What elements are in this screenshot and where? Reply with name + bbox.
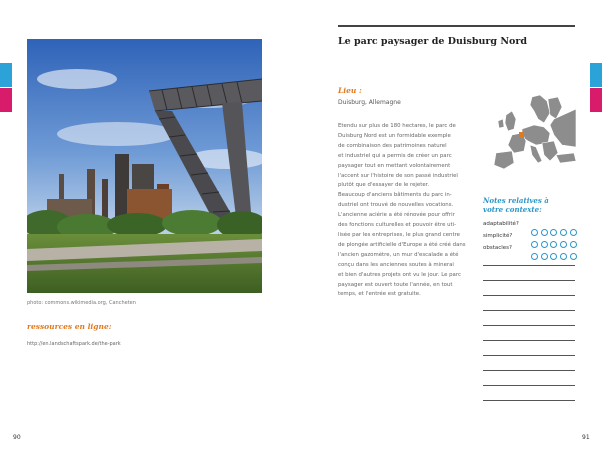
body-text-line: et bien d'autres projets ont vu le jour. Le parc xyxy=(338,271,461,278)
notes-heading-line-2: votre contexte: xyxy=(483,205,542,214)
note-line[interactable] xyxy=(483,265,575,266)
rating-label: obstacles? xyxy=(483,245,512,251)
body-text-line: lisée par les entreprises, le plus grand centre xyxy=(338,231,461,238)
left-tab-blue xyxy=(0,63,12,87)
right-tab-magenta xyxy=(590,88,602,112)
location-value: Duisburg, Allemagne xyxy=(338,99,401,106)
body-text-line: Etendu sur plus de 180 hectares, le parc de xyxy=(338,123,456,129)
body-text-line: conçu dans les anciennes soutes à minerai xyxy=(338,261,454,268)
rating-dot[interactable] xyxy=(550,253,557,260)
rating-dot[interactable] xyxy=(570,253,577,260)
rating-simplicity xyxy=(483,233,583,243)
page-title: Le parc paysager de Duisburg Nord xyxy=(338,36,528,47)
body-text-line: de combinaison des patrimoines naturel xyxy=(338,142,447,149)
rating-dot[interactable] xyxy=(541,253,548,260)
industrial-park-photo xyxy=(27,39,262,293)
photo-credit: photo: commons.wikimedia.org, Cancheten xyxy=(27,300,136,306)
notes-heading xyxy=(483,196,549,214)
rating-adaptability xyxy=(483,221,583,231)
body-text-line: l'ancien gazomètre, un mur d'escalade a été xyxy=(338,251,459,258)
body-text-line: plutôt que d'essayer de le rejeter. xyxy=(338,182,430,189)
europe-map-icon xyxy=(492,95,576,175)
rating-obstacles xyxy=(483,245,583,255)
page-number-right: 91 xyxy=(582,434,590,441)
body-text-line: temps, et l'entrée est gratuite. xyxy=(338,291,421,298)
left-tab-magenta xyxy=(0,88,12,112)
rating-dot[interactable] xyxy=(560,253,567,260)
note-line[interactable] xyxy=(483,385,575,386)
body-text-line: paysager est ouvert toute l'année, en tout xyxy=(338,281,453,288)
note-line[interactable] xyxy=(483,355,575,356)
right-tab-blue xyxy=(590,63,602,87)
body-text-line: Duisburg Nord est un formidable exemple xyxy=(338,132,451,139)
body-text-line: paysager tout en mettant volontairement xyxy=(338,162,451,169)
rating-label: adaptabilité? xyxy=(483,221,519,227)
body-text-line: et industriel qui a permis de créer un parc xyxy=(338,152,452,159)
note-line[interactable] xyxy=(483,295,575,296)
body-text-line: des fonctions culturelles et pouvoir être uti- xyxy=(338,222,457,229)
title-rule xyxy=(338,25,575,27)
body-text-line: de plongée artificielle d'Europe a été créé dans xyxy=(338,241,466,248)
rating-label: simplicité? xyxy=(483,233,513,239)
notes-heading-line-1: Notes relatives à xyxy=(483,196,549,205)
rating-dots xyxy=(531,245,579,264)
note-line[interactable] xyxy=(483,310,575,311)
note-line[interactable] xyxy=(483,370,575,371)
online-resource-link[interactable]: http://en.landschaftspark.de/the-park xyxy=(27,341,121,347)
rating-dot[interactable] xyxy=(531,253,538,260)
note-line[interactable] xyxy=(483,280,575,281)
note-line[interactable] xyxy=(483,325,575,326)
body-text-line: Beaucoup d'anciens bâtiments du parc in- xyxy=(338,192,452,199)
page-number-left: 90 xyxy=(13,434,21,441)
location-heading: Lieu : xyxy=(338,86,362,95)
online-resources-heading: ressources en ligne: xyxy=(27,322,112,331)
note-line[interactable] xyxy=(483,340,575,341)
body-text-line: dustriel ont trouvé de nouvelles vocations. xyxy=(338,202,454,209)
note-line[interactable] xyxy=(483,400,575,401)
body-text-line: l'accent sur l'histoire de son passé industriel xyxy=(338,172,458,179)
body-text xyxy=(338,122,466,300)
body-text-line: L'ancienne aciérie a été rénovée pour offrir xyxy=(338,212,455,219)
